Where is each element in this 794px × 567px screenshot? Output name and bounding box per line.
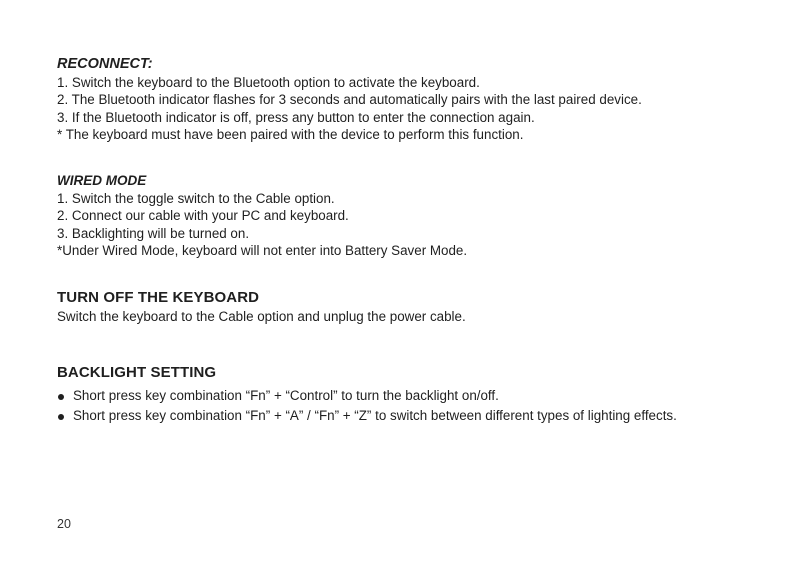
reconnect-step-3: 3. If the Bluetooth indicator is off, press any button to enter the connection again. xyxy=(57,109,535,125)
backlight-bullet-2 xyxy=(57,407,677,424)
turn-off-heading: TURN OFF THE KEYBOARD xyxy=(57,289,260,306)
wired-step-2: 2. Connect our cable with your PC and keyboard. xyxy=(57,208,349,224)
wired-mode-section xyxy=(57,171,467,259)
reconnect-step-1: 1. Switch the keyboard to the Bluetooth option to activate the keyboard. xyxy=(57,75,480,90)
backlight-bullet-1 xyxy=(57,387,677,404)
reconnect-heading: RECONNECT: xyxy=(57,56,153,72)
bullet-dot-icon xyxy=(58,394,64,400)
reconnect-section xyxy=(57,55,642,143)
wired-step-1: 1. Switch the toggle switch to the Cable option. xyxy=(57,191,335,206)
reconnect-step-2: 2. The Bluetooth indicator flashes for 3 seconds and automatically pairs with the last paired device. xyxy=(57,92,642,108)
backlight-bullet-2-text: Short press key combination “Fn” + “A” / “Fn” + “Z” to switch between different types of lighting effects. xyxy=(73,408,677,424)
backlight-section xyxy=(57,363,677,425)
backlight-bullet-1-text: Short press key combination “Fn” + “Control” to turn the backlight on/off. xyxy=(73,388,499,403)
backlight-heading: BACKLIGHT SETTING xyxy=(57,364,217,381)
bullet-dot-icon xyxy=(58,414,64,420)
turn-off-section xyxy=(57,288,466,325)
wired-note: *Under Wired Mode, keyboard will not enter into Battery Saver Mode. xyxy=(57,242,468,258)
page-number: 20 xyxy=(57,517,71,531)
reconnect-note: * The keyboard must have been paired with the device to perform this function. xyxy=(57,126,524,142)
turn-off-text: Switch the keyboard to the Cable option and unplug the power cable. xyxy=(57,309,466,324)
wired-step-3: 3. Backlighting will be turned on. xyxy=(57,225,250,241)
wired-mode-heading: WIRED MODE xyxy=(57,173,147,188)
